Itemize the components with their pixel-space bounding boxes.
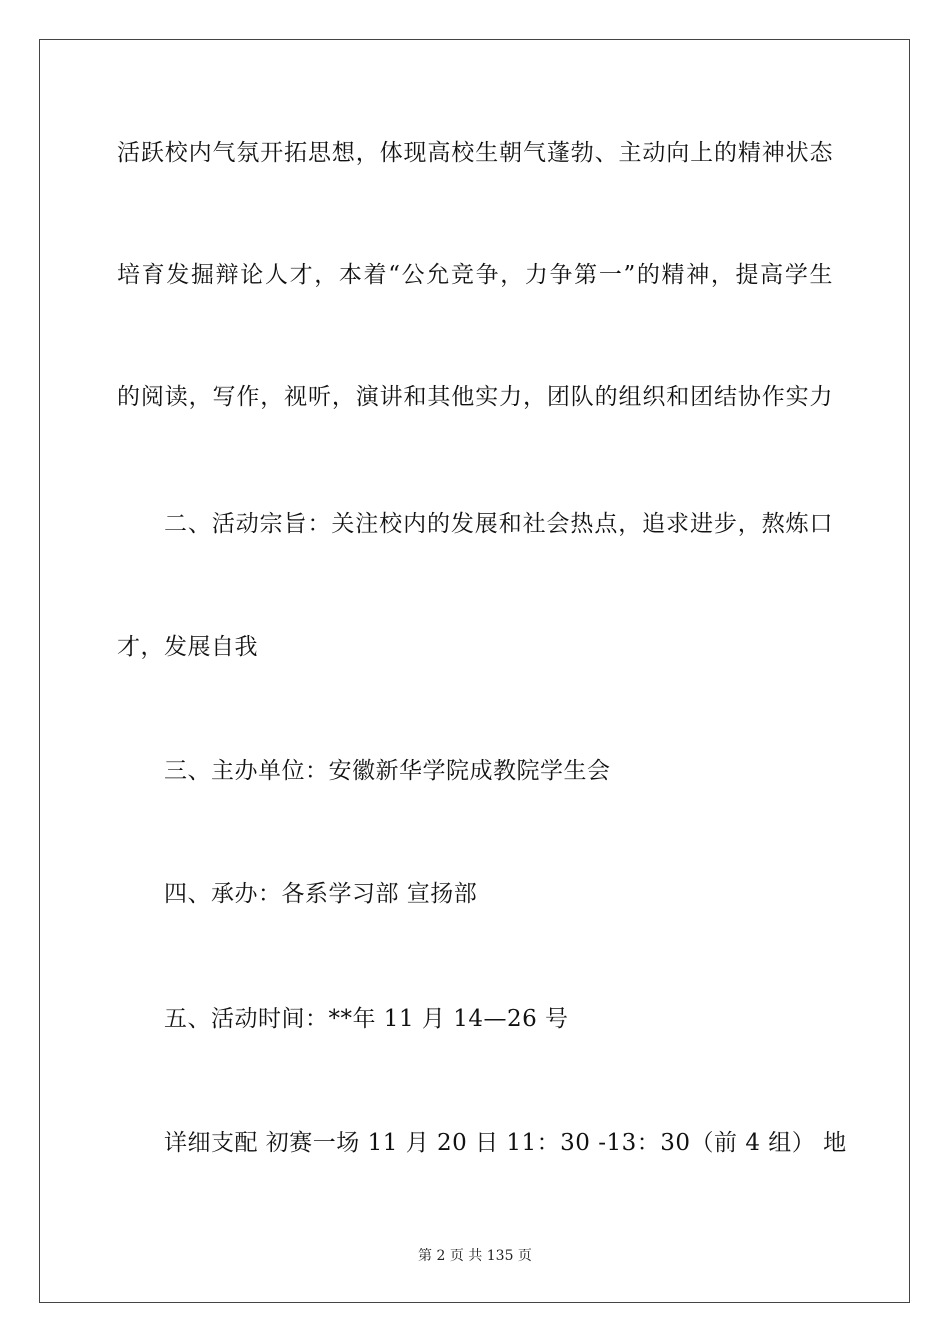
paragraph-line-1: 活跃校内气氛开拓思想，体现高校生朝气蓬勃、主动向上的精神状态 [117,140,833,166]
paragraph-line-6: 三、主办单位：安徽新华学院成教院学生会 [164,758,611,784]
paragraph-line-4: 二、活动宗旨：关注校内的发展和社会热点，追求进步，熬炼口 [164,511,833,537]
paragraph-line-3: 的阅读，写作，视听，演讲和其他实力，团队的组织和团结协作实力 [117,384,833,410]
paragraph-line-2: 培育发掘辩论人才，本着“公允竞争，力争第一”的精神，提高学生 [117,262,833,288]
page-number-footer: 第 2 页 共 135 页 [418,1248,532,1264]
paragraph-line-9: 详细支配 初赛一场 11 月 20 日 11：30 -13：30（前 4 组） 地 [164,1130,847,1156]
paragraph-line-5: 才，发展自我 [117,634,258,660]
page-border [39,39,910,1303]
paragraph-line-8: 五、活动时间：**年 11 月 14—26 号 [164,1006,569,1032]
paragraph-line-7: 四、承办：各系学习部 宣扬部 [164,881,478,907]
